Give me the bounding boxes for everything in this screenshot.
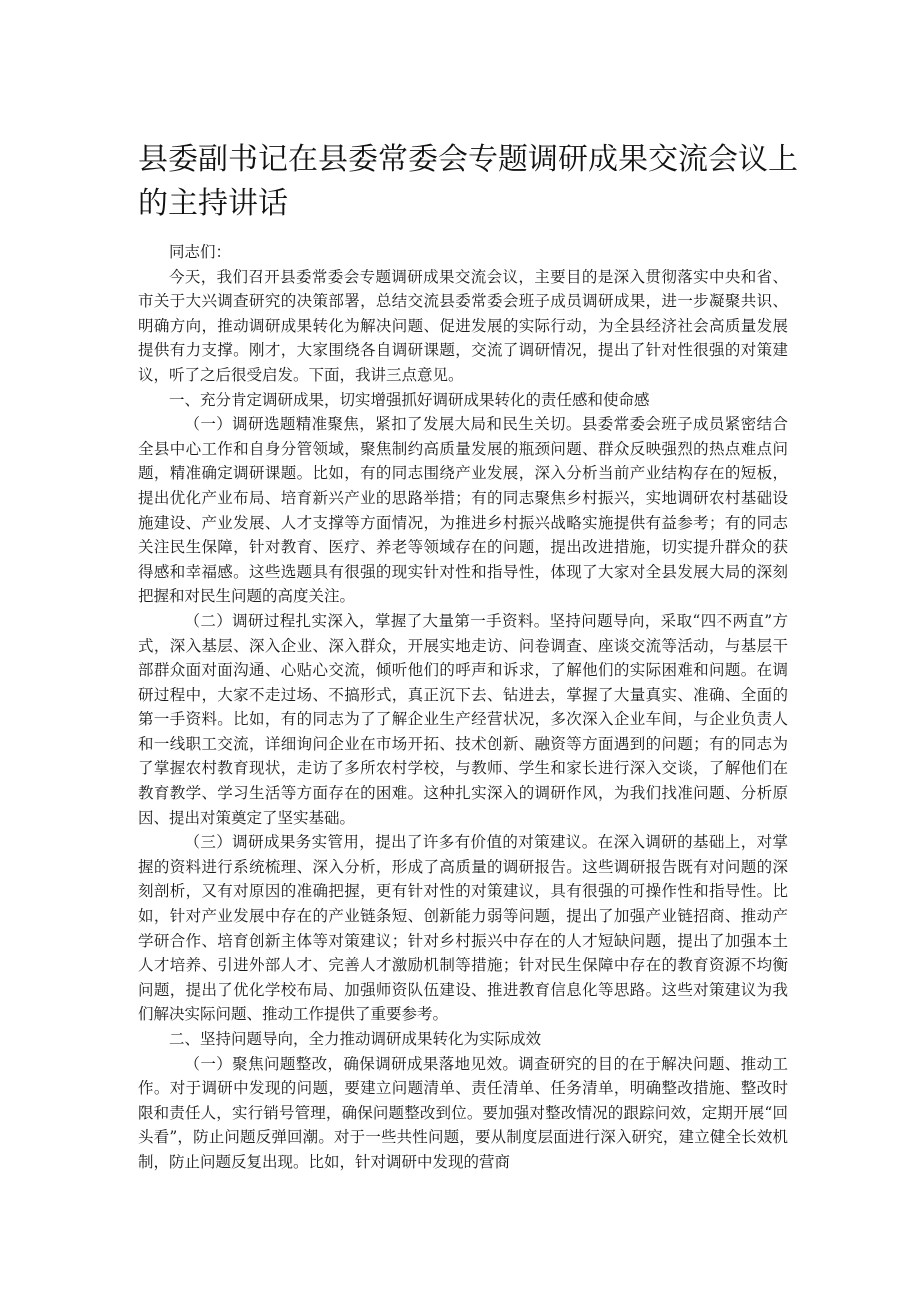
paragraph-1-3: （三）调研成果务实管用，提出了许多有价值的对策建议。在深入调研的基础上，对掌握的资料进行系统梳理、深入分析，形成了高质量的调研报告。这些调研报告既有对问题的深刻剖析，又有对原因的准确把握，更有针对性的对策建议，具有很强的可操作性和指导性。比如，针对产业发展中存在的产业链条短、创新能力弱等问题，提出了加强产业链招商、推动产学研合作、培育创新主体等对策建议；针对乡村振兴中存在的人才短缺问题，提出了加强本土人才培养、引进外部人才、完善人才激励机制等措施；针对民生保障中存在的教育资源不均衡问题，提出了优化学校布局、加强师资队伍建设、推进教育信息化等思路。这些对策建议为我们解决实际问题、推动工作提供了重要参考。 bbox=[138, 833, 788, 1024]
section-heading-1: 一、充分肯定调研成果，切实增强抓好调研成果转化的责任感和使命感 bbox=[169, 390, 650, 409]
paragraph-1-1: （一）调研选题精准聚焦，紧扣了发展大局和民生关切。县委常委会班子成员紧密结合全县中心工作和自身分管领域，聚焦制约高质量发展的瓶颈问题、群众反映强烈的热点难点问题，精准确定调研课题。比如，有的同志围绕产业发展，深入分析当前产业结构存在的短板，提出优化产业布局、培育新兴产业的思路举措；有的同志聚焦乡村振兴，实地调研农村基础设施建设、产业发展、人才支撑等方面情况，为推进乡村振兴战略实施提供有益参考；有的同志关注民生保障，针对教育、医疗、养老等领域存在的问题，提出改进措施，切实提升群众的获得感和幸福感。这些选题具有很强的现实针对性和指导性，体现了大家对全县发展大局的深刻把握和对民生问题的高度关注。 bbox=[138, 415, 788, 606]
salutation: 同志们： bbox=[169, 243, 232, 261]
section-heading-2: 二、坚持问题导向，全力推动调研成果转化为实际成效 bbox=[169, 1030, 542, 1048]
title-line-1: 县委副书记在县委常委会专题调研成果交流会议上 bbox=[138, 142, 798, 177]
paragraph-intro: 今天，我们召开县委常委会专题调研成果交流会议，主要目的是深入贯彻落实中央和省、市关于大兴调查研究的决策部署，总结交流县委常委会班子成员调研成果，进一步凝聚共识、明确方向，推动调研成果转化为解决问题、促进发展的实际行动，为全县经济社会高质量发展提供有力支撑。刚才，大家围绕各自调研课题，交流了调研情况，提出了针对性很强的对策建议，听了之后很受启发。下面，我讲三点意见。 bbox=[138, 267, 788, 384]
paragraph-1-2: （二）调研过程扎实深入，掌握了大量第一手资料。坚持问题导向，采取“四不两直”方式，深入基层、深入企业、深入群众，开展实地走访、问卷调查、座谈交流等活动，与基层干部群众面对面沟通、心贴心交流，倾听他们的呼声和诉求，了解他们的实际困难和问题。在调研过程中，大家不走过场、不搞形式，真正沉下去、钻进去，掌握了大量真实、准确、全面的第一手资料。比如，有的同志为了了解企业生产经营状况，多次深入企业车间，与企业负责人和一线职工交流，详细询问企业在市场开拓、技术创新、融资等方面遇到的问题；有的同志为了掌握农村教育现状，走访了多所农村学校，与教师、学生和家长进行深入交谈，了解他们在教育教学、学习生活等方面存在的困难。这种扎实深入的调研作风，为我们找准问题、分析原因、提出对策奠定了坚实基础。 bbox=[138, 611, 788, 827]
document-title bbox=[138, 138, 798, 226]
paragraph-2-1: （一）聚焦问题整改，确保调研成果落地见效。调查研究的目的在于解决问题、推动工作。对于调研中发现的问题，要建立问题清单、责任清单、任务清单，明确整改措施、整改时限和责任人，实行销号管理，确保问题整改到位。要加强对整改情况的跟踪问效，定期开展“回头看”，防止问题反弹回潮。对于一些共性问题，要从制度层面进行深入研究，建立健全长效机制，防止问题反复出现。比如，针对调研中发现的营商 bbox=[138, 1054, 788, 1171]
document-body bbox=[138, 240, 788, 1175]
title-line-2: 的主持讲话 bbox=[138, 186, 288, 221]
document-page bbox=[138, 138, 798, 1175]
